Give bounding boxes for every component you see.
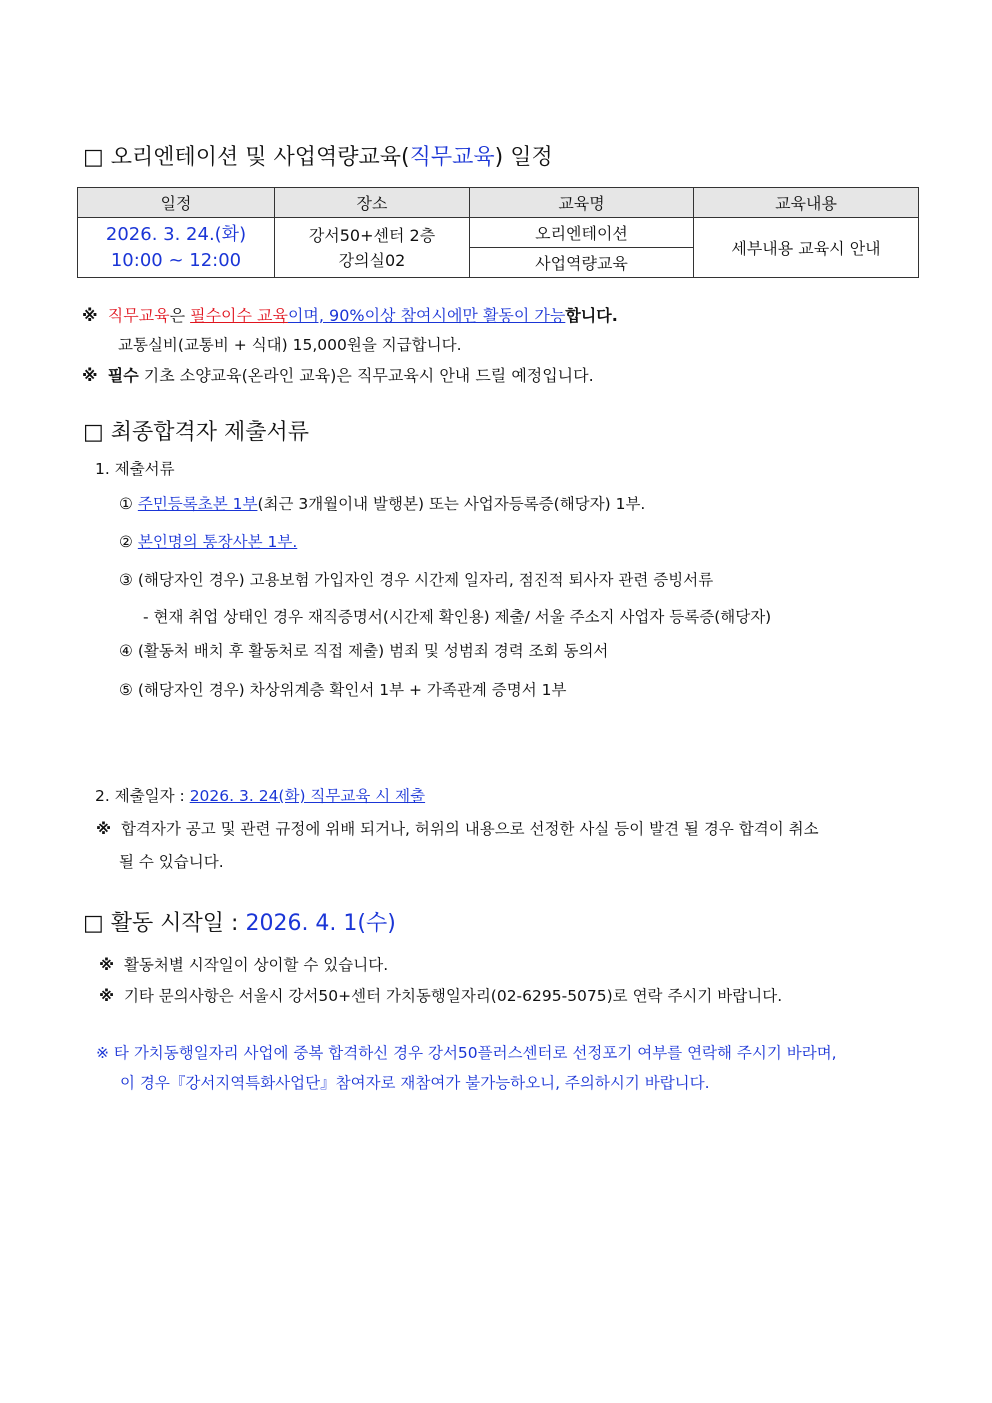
note-required-course: 필수이수 교육 [190, 306, 288, 325]
note-mark: ※ [82, 306, 98, 325]
schedule-table [77, 187, 919, 278]
place-cell [275, 218, 470, 278]
list-item-sub: - 현재 취업 상태인 경우 재직증명서(시간제 확인용) 제출/ 서울 주소지 사업자 등록증(해당자) [143, 608, 772, 626]
note-text: 은 [169, 306, 191, 325]
note-transport: 교통실비(교통비 + 식대) 15,000원을 지급합니다. [118, 336, 462, 354]
list-item [119, 492, 645, 514]
header-date: 일정 [78, 188, 275, 218]
list-item: ④ (활동처 배치 후 활동처로 직접 제출) 범죄 및 성범죄 경력 조회 동의서 [119, 642, 609, 660]
place-line-2: 강의실02 [338, 250, 406, 270]
start-date: 2026. 4. 1(수) [245, 911, 396, 936]
date-line-1: 2026. 3. 24.(화) [105, 223, 247, 245]
note-required-training [82, 303, 618, 326]
item-text: (최근 3개월이내 발행본) 또는 사업자등록증(해당자) 1부. [257, 495, 646, 513]
subheading-documents: 1. 제출서류 [95, 460, 175, 478]
bankbook-link[interactable]: 본인명의 통장사본 1부. [137, 533, 298, 551]
start-note-2 [99, 984, 782, 1006]
footer-note-line-1: ※ 타 가치동행일자리 사업에 중복 합격하신 경우 강서50플러스센터로 선정포기 여부를 연락해 주시기 바라며, [96, 1044, 837, 1062]
item-number: ① [119, 495, 133, 513]
footer-note-line-2: 이 경우『강서지역특화사업단』참여자로 재참여가 불가능하오니, 주의하시기 바랍니다. [120, 1074, 710, 1092]
checkbox-square-icon: □ [83, 420, 104, 445]
submission-label: 2. 제출일자 : [95, 787, 190, 805]
checkbox-square-icon: □ [83, 145, 104, 170]
course-cell-2: 사업역량교육 [470, 248, 694, 278]
note-mark: ※ [99, 987, 115, 1005]
content-cell: 세부내용 교육시 안내 [694, 218, 919, 278]
list-item: ③ (해당자인 경우) 고용보험 가입자인 경우 시간제 일자리, 점진적 퇴사자 관련 증빙서류 [119, 571, 714, 589]
warning-line-2: 될 수 있습니다. [119, 853, 224, 871]
date-line-2: 10:00 ~ 12:00 [110, 249, 242, 271]
table-row [78, 218, 919, 248]
date-cell [78, 218, 275, 278]
heading-text: 오리엔테이션 및 사업역량교육( [110, 145, 410, 170]
heading-text: 활동 시작일 : [110, 911, 246, 936]
header-place: 장소 [275, 188, 470, 218]
note-text: 활동처별 시작일이 상이할 수 있습니다. [123, 956, 389, 974]
checkbox-square-icon: □ [83, 911, 104, 936]
note-mark: ※ [99, 956, 115, 974]
section-documents-heading [83, 415, 309, 446]
heading-text: 최종합격자 제출서류 [110, 420, 310, 445]
start-note-1 [99, 953, 388, 975]
warning-line [96, 817, 819, 839]
submission-date-link[interactable]: 2026. 3. 24(화) 직무교육 시 제출 [189, 787, 426, 805]
course-cell-1: 오리엔테이션 [470, 218, 694, 248]
warning-mark: ※ [96, 820, 112, 838]
note-required: 필수 [107, 366, 139, 385]
list-item: ⑤ (해당자인 경우) 차상위계층 확인서 1부 + 가족관계 증명서 1부 [119, 681, 567, 699]
warning-text: 합격자가 공고 및 관련 규정에 위배 되거나, 허위의 내용으로 선정한 사실 등이 발견 될 경우 합격이 취소 [120, 820, 819, 838]
submission-date [95, 784, 425, 806]
note-mark: ※ [82, 366, 98, 385]
list-item [119, 530, 297, 552]
note-online-training [82, 363, 594, 386]
table-header-row [78, 188, 919, 218]
resident-registration-link[interactable]: 주민등록초본 1부 [137, 495, 258, 513]
header-content: 교육내용 [694, 188, 919, 218]
note-participation: 이며, 90%이상 참여시에만 활동이 가능 [287, 306, 566, 325]
heading-suffix: ) 일정 [494, 145, 553, 170]
note-text: 기초 소양교육(온라인 교육)은 직무교육시 안내 드릴 예정입니다. [138, 366, 594, 385]
section-start-date-heading [83, 906, 396, 937]
note-text: 기타 문의사항은 서울시 강서50+센터 가치동행일자리(02-6295-5075)로 연락 주시기 바랍니다. [123, 987, 783, 1005]
section-schedule-heading [83, 140, 553, 171]
note-end: 합니다. [565, 306, 618, 325]
header-course: 교육명 [470, 188, 694, 218]
note-job-training: 직무교육 [107, 306, 170, 325]
heading-highlight: 직무교육 [409, 145, 495, 170]
place-line-1: 강서50+센터 2층 [308, 225, 436, 245]
item-number: ② [119, 533, 133, 551]
